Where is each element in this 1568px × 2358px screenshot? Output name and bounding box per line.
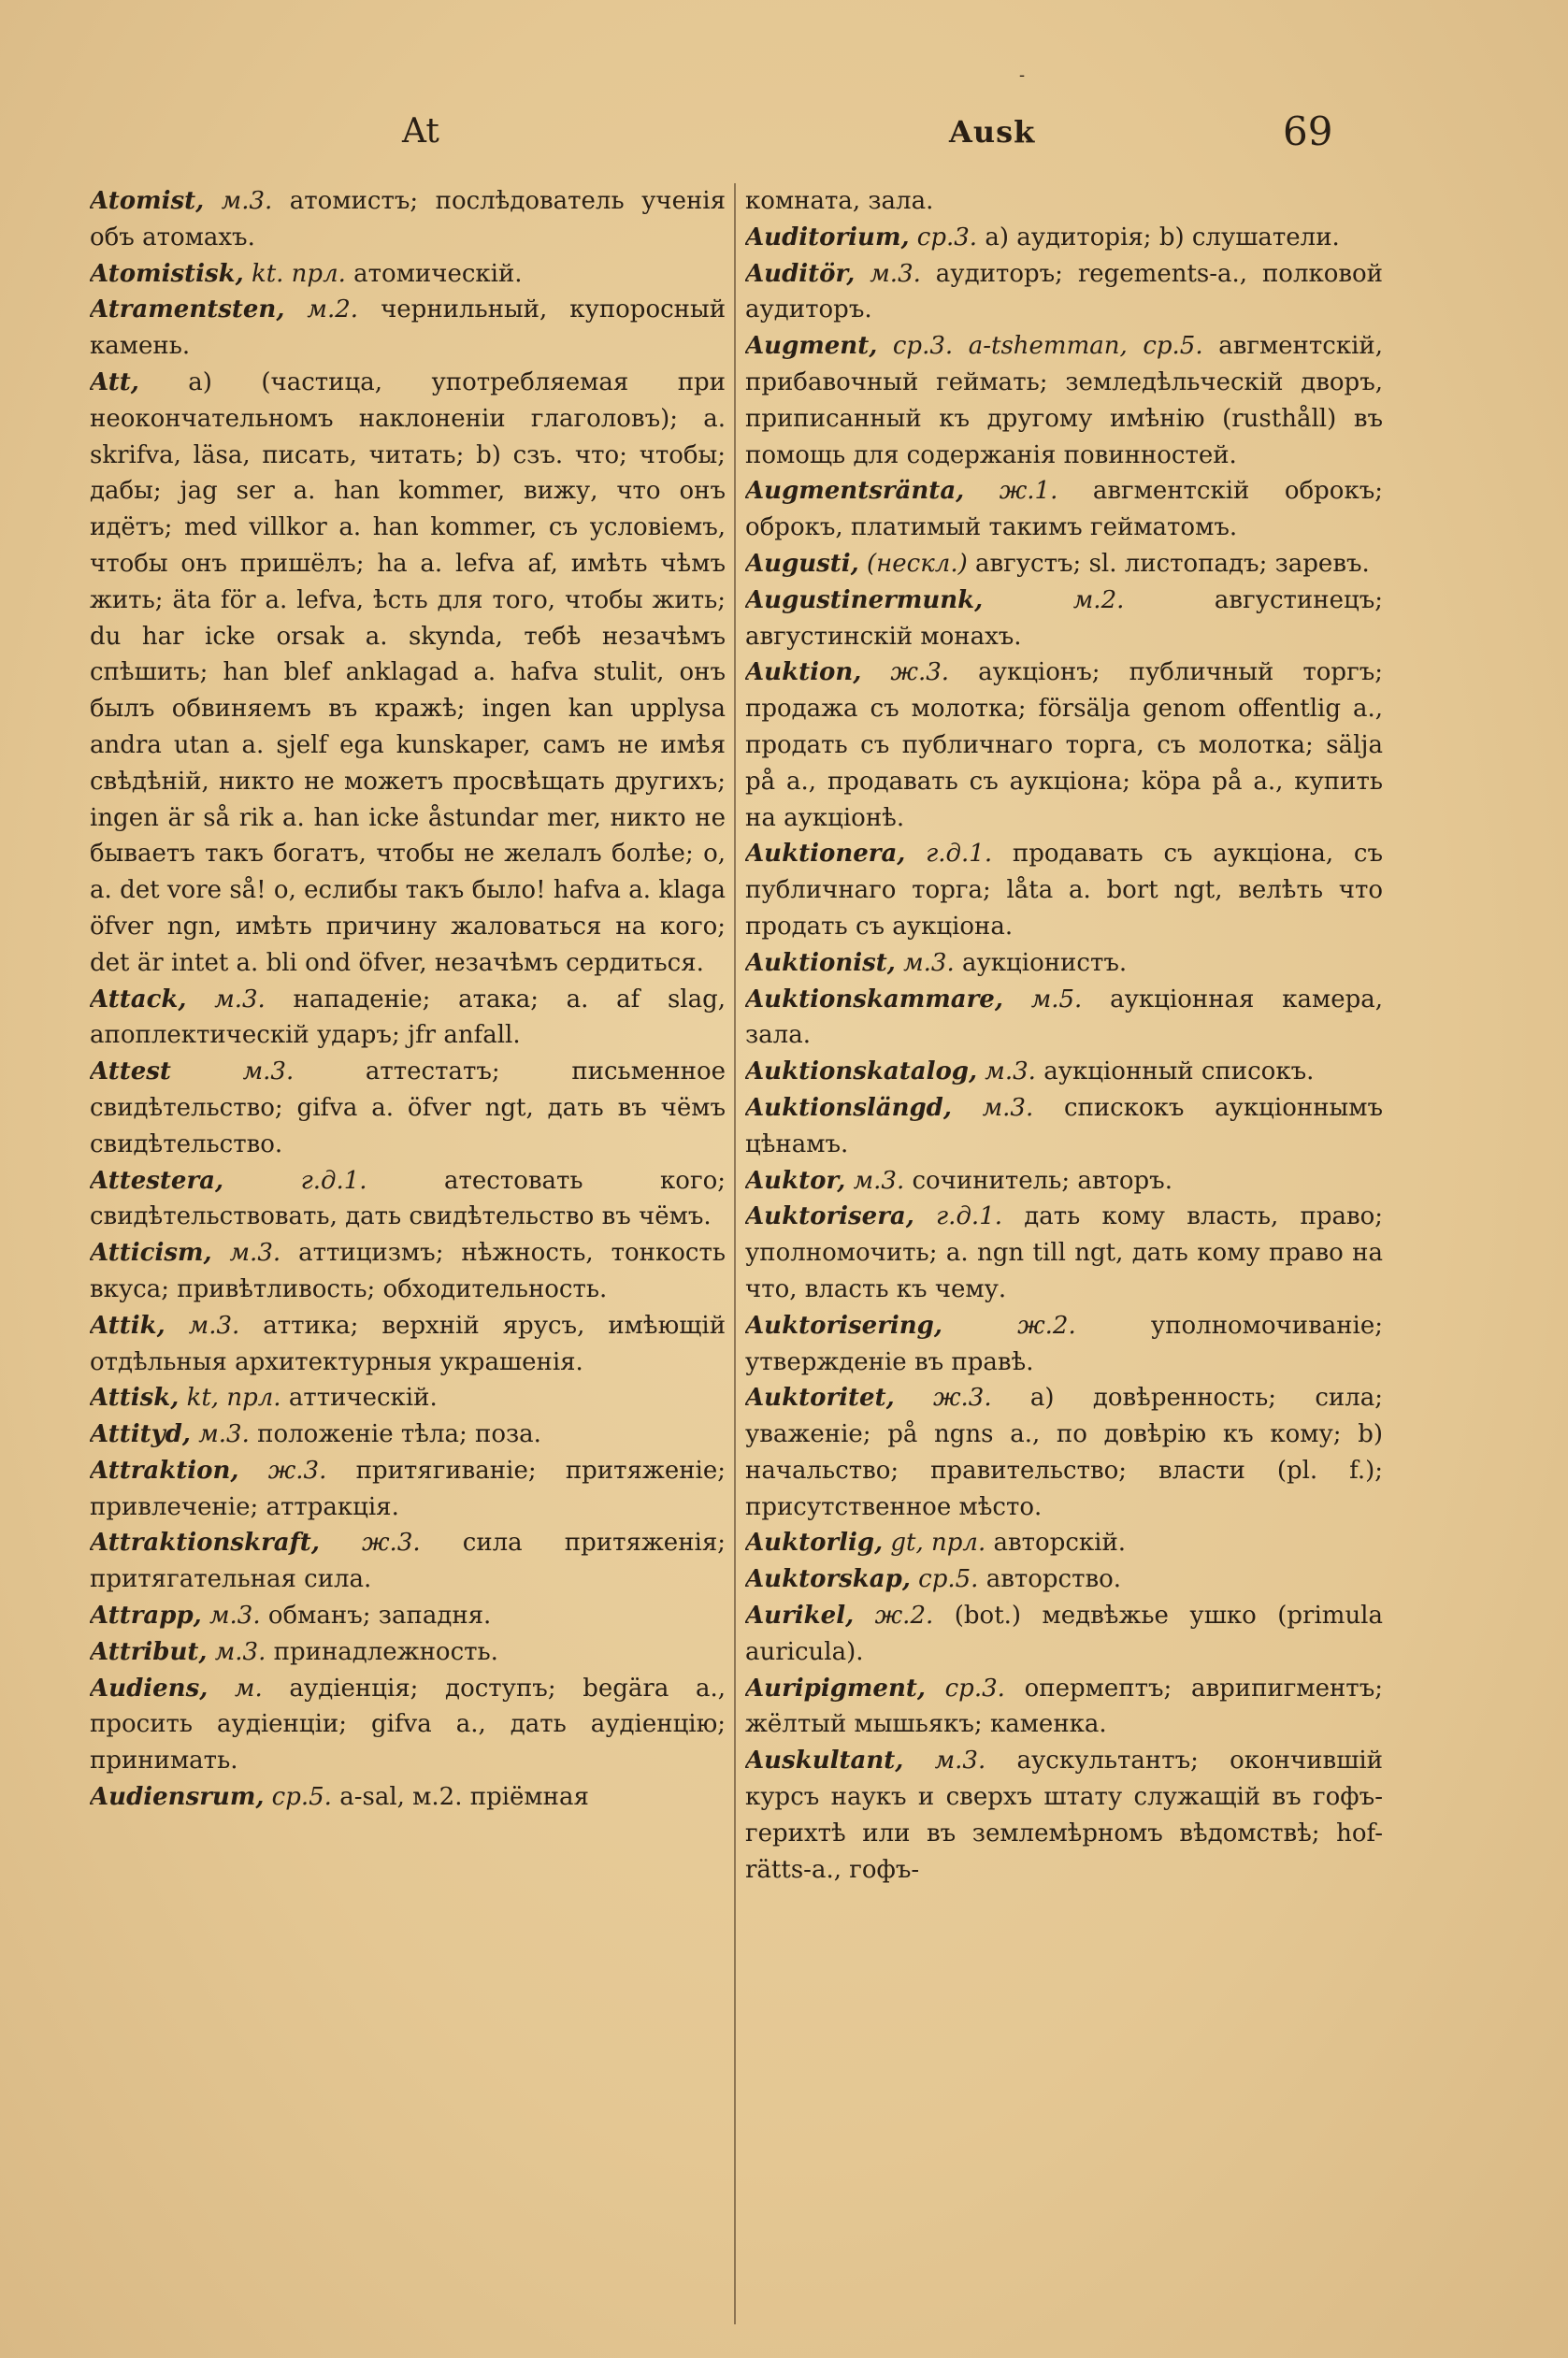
entry-translation: a) аудиторія; b) слушатели. xyxy=(985,223,1340,252)
dictionary-entry xyxy=(745,473,1383,546)
entry-translation: спискокъ аукціоннымъ цѣнамъ. xyxy=(745,1093,1383,1158)
entry-headword: Auktion, xyxy=(745,658,862,687)
entry-translation: a-sal, м.2. пріёмная xyxy=(339,1783,589,1812)
entry-grammar-label: м.3. xyxy=(985,1057,1036,1086)
entry-translation: комната, зала. xyxy=(745,187,934,215)
entry-headword: Auktionskatalog, xyxy=(745,1057,978,1086)
entry-grammar-label: kt. прл. xyxy=(251,259,346,288)
entry-headword: Attest xyxy=(90,1057,171,1086)
entry-grammar-label: г.д.1. xyxy=(300,1166,367,1195)
entry-translation: аттестатъ; письменное свидѣтельство; gifva a. öfver ngt, дать въ чёмъ свидѣтельство. xyxy=(90,1057,726,1158)
entry-headword: Att, xyxy=(90,367,139,396)
dictionary-entry xyxy=(90,1235,726,1308)
entry-headword: Attityd, xyxy=(90,1420,191,1449)
dictionary-entry xyxy=(745,982,1383,1055)
entry-translation: притягиваніе; притяженіе; привлеченіе; аттракція. xyxy=(90,1456,726,1521)
entry-headword: Augmentsränta, xyxy=(745,477,965,506)
left-guide-word: At xyxy=(402,112,439,151)
dictionary-entry xyxy=(90,1380,726,1416)
entry-grammar-label: м.3. xyxy=(188,1311,240,1340)
entry-translation: сочинитель; авторъ. xyxy=(912,1166,1172,1195)
dictionary-entry xyxy=(745,1743,1383,1888)
entry-grammar-label: gt, прл. xyxy=(890,1529,986,1558)
page-number: 69 xyxy=(1283,108,1333,154)
dictionary-entry xyxy=(745,546,1383,582)
column-divider xyxy=(734,183,736,2324)
entry-grammar-label: ср.3. xyxy=(916,223,978,252)
entry-grammar-label: м.2. xyxy=(307,295,359,324)
entry-translation: положеніе тѣла; поза. xyxy=(257,1420,541,1449)
dictionary-entry xyxy=(745,1090,1383,1163)
entry-headword: Attack, xyxy=(90,985,187,1014)
dictionary-entry xyxy=(745,256,1383,329)
entry-grammar-label: м. xyxy=(234,1674,263,1703)
entry-headword: Auktorskap, xyxy=(745,1565,911,1594)
entry-translation: аускультантъ; окончившій курсъ наукъ и сверхъ штату служащій въ гофъ-герихтѣ или въ землемѣрномъ вѣдомствѣ; hof-rätts-a., гофъ- xyxy=(745,1747,1383,1884)
entry-headword: Atramentsten, xyxy=(90,295,285,324)
entry-grammar-label: ж.1. xyxy=(999,477,1058,506)
dictionary-entry xyxy=(90,256,726,293)
entry-translation: аукціонный списокъ. xyxy=(1043,1057,1315,1086)
entry-headword: Attraktionskraft, xyxy=(90,1529,320,1558)
entry-translation: сила притяженія; притягательная сила. xyxy=(90,1529,726,1594)
entry-headword: Augment, xyxy=(745,332,878,361)
entry-grammar-label: (нескл.) xyxy=(867,549,968,578)
entry-headword: Auktorisering, xyxy=(745,1311,942,1340)
entry-grammar-label: ж.2. xyxy=(1017,1311,1076,1340)
entry-grammar-label: ж.3. xyxy=(932,1384,992,1413)
dictionary-entry xyxy=(90,1779,726,1816)
entry-translation: августъ; sl. листопадъ; заревъ. xyxy=(975,549,1370,578)
entry-headword: Auditorium, xyxy=(745,223,910,252)
entry-headword: Atomistisk, xyxy=(90,259,244,288)
entry-headword: Audiens, xyxy=(90,1674,209,1703)
entry-headword: Attisk, xyxy=(90,1384,180,1413)
entry-grammar-label: м.3. xyxy=(214,985,266,1014)
entry-translation: (bot.) медвѣжье ушко (primula auricula). xyxy=(745,1602,1383,1666)
left-column xyxy=(90,183,726,2324)
entry-grammar-label: м.3. xyxy=(214,1637,266,1666)
entry-translation: аукціонистъ. xyxy=(961,948,1128,977)
entry-grammar-label: м.3. xyxy=(198,1420,250,1449)
dictionary-entry xyxy=(745,1561,1383,1598)
entry-grammar-label: ж.2. xyxy=(874,1602,934,1631)
entry-translation: аудіенція; доступъ; begära a., просить аудіенціи; gifva a., дать аудіенцію; принимать. xyxy=(90,1674,726,1776)
entry-translation: аттицизмъ; нѣжность, тонкость вкуса; привѣтливость; обходительность. xyxy=(90,1239,726,1303)
dictionary-entry xyxy=(90,1453,726,1526)
entry-headword: Aurikel, xyxy=(745,1602,855,1631)
entry-translation: атомическій. xyxy=(353,259,523,288)
dictionary-entry xyxy=(90,1671,726,1779)
entry-grammar-label: ж.3. xyxy=(890,658,950,687)
entry-translation: дать кому власть, право; уполномочить; a. ngn till ngt, дать кому право на что, власть къ чему. xyxy=(745,1202,1383,1303)
entry-headword: Attribut, xyxy=(90,1637,208,1666)
entry-translation: обманъ; западня. xyxy=(267,1602,492,1631)
entry-grammar-label: м.3. xyxy=(982,1093,1034,1122)
dictionary-entry xyxy=(745,1199,1383,1307)
entry-headword: Auktoritet, xyxy=(745,1384,895,1413)
dictionary-entry xyxy=(90,1163,726,1236)
entry-grammar-label: г.д.1. xyxy=(926,840,993,869)
entry-grammar-label: м.2. xyxy=(1072,585,1125,614)
entry-grammar-label: м.3. xyxy=(242,1057,295,1086)
entry-translation: принадлежность. xyxy=(273,1637,498,1666)
page-header xyxy=(0,101,1568,157)
dictionary-entry xyxy=(90,1054,726,1162)
dictionary-entry xyxy=(745,1054,1383,1090)
dictionary-entry xyxy=(745,1163,1383,1200)
entry-grammar-label: м.3. xyxy=(221,187,273,215)
entry-translation: авгментскій, прибавочный геймать; земледѣльческій дворъ, приписанный къ другому имѣнію (rusthåll) въ помощь для содержанія повинностей. xyxy=(745,332,1383,469)
entry-grammar-label: ж.3. xyxy=(267,1456,327,1485)
entry-translation: авгментскій оброкъ; оброкъ, платимый такимъ гейматомъ. xyxy=(745,477,1383,542)
dictionary-entry xyxy=(745,328,1383,473)
entry-translation: аудиторъ; regements-a., полковой аудиторъ. xyxy=(745,259,1383,324)
entry-translation: аттическій. xyxy=(288,1384,438,1413)
entry-grammar-label: kt, прл. xyxy=(186,1384,281,1413)
entry-headword: Auktionskammare, xyxy=(745,985,1003,1014)
dictionary-entry xyxy=(90,183,726,256)
dictionary-entry xyxy=(745,836,1383,944)
top-mark: - xyxy=(1019,65,1026,85)
entry-headword: Augustinermunk, xyxy=(745,585,984,614)
entry-grammar-label: м.5. xyxy=(1030,985,1083,1014)
right-guide-word: Ausk xyxy=(949,114,1036,150)
entry-headword: Attestera, xyxy=(90,1166,224,1195)
entry-headword: Auktor, xyxy=(745,1166,846,1195)
entry-grammar-label: м.3. xyxy=(903,948,955,977)
entry-translation: августинецъ; августинскій монахъ. xyxy=(745,585,1383,651)
entry-translation: аукціонная камера, зала. xyxy=(745,985,1383,1050)
dictionary-entry xyxy=(90,1634,726,1671)
entry-grammar-label: м.3. xyxy=(853,1166,905,1195)
dictionary-entry xyxy=(745,1598,1383,1671)
entry-translation: a) (частица, употребляемая при неокончательномъ наклоненіи глаголовъ); a. skrifva, läsa, писать, читать; b) сзъ. что; чтобы; дабы; jag ser a. han kommer, вижу, что онъ идётъ; med villkor a. han kommer, съ условіемъ, чтобы онъ пришёлъ; ha a. lefva af, имѣть чѣмъ жить; äta för a. lefva, ѣсть для того, чтобы жить; du har icke orsak a. skynda, тебѣ незачѣмъ спѣшить; han blef anklagad a. hafva stulit, онъ былъ обвиняемъ въ кражѣ; ingen kan upplysa andra utan a. sjelf ega kunskaper, самъ не имѣя свѣдѣній, никто не можетъ просвѣщать другихъ; ingen är så rik a. han icke åstundar mer, никто не бываетъ такъ богатъ, чтобы не желалъ болѣе; o, a. det vore så! о, еслибы такъ было! hafva a. klaga öfver ngn, имѣть причину жаловаться на кого; det är intet a. bli ond öfver, незачѣмъ сердиться. xyxy=(90,367,726,977)
entry-grammar-label: м.3. xyxy=(870,259,921,288)
entry-headword: Auktorisera, xyxy=(745,1202,914,1231)
entry-grammar-label: ср.3. xyxy=(944,1674,1005,1703)
dictionary-entry xyxy=(90,1416,726,1453)
entry-headword: Auditör, xyxy=(745,259,856,288)
entry-grammar-label: м.3. xyxy=(209,1602,261,1631)
dictionary-entry xyxy=(90,292,726,365)
entry-translation: авторство. xyxy=(985,1565,1122,1594)
entry-translation: чернильный, купоросный камень. xyxy=(90,295,726,361)
entry-grammar-label: ж.3. xyxy=(362,1529,421,1558)
entry-grammar-label: ср.5. xyxy=(918,1565,979,1594)
right-column xyxy=(745,183,1383,2324)
dictionary-entry xyxy=(745,1380,1383,1525)
dictionary-entry xyxy=(745,1525,1383,1561)
dictionary-entry xyxy=(745,1308,1383,1381)
dictionary-entry xyxy=(745,183,1383,220)
entry-grammar-label: м.3. xyxy=(229,1239,281,1268)
entry-headword: Auktionslängd, xyxy=(745,1093,952,1122)
entry-translation: атестовать кого; свидѣтельствовать, дать свидѣтельство въ чёмъ. xyxy=(90,1166,726,1231)
entry-translation: уполномочиваніе; утвержденіе въ правѣ. xyxy=(745,1311,1383,1376)
entry-headword: Augusti, xyxy=(745,549,859,578)
dictionary-entry xyxy=(90,982,726,1055)
entry-grammar-label: ср.5. xyxy=(271,1783,332,1812)
dictionary-entry xyxy=(90,1598,726,1634)
entry-translation: аукціонъ; публичный торгъ; продажа съ молотка; försälja genom offentlig a., продать съ публичнаго торга, съ молотка; sälja på a., продавать съ аукціона; köpa på a., купить на аукціонѣ. xyxy=(745,658,1383,832)
entry-headword: Attrapp, xyxy=(90,1602,202,1631)
dictionary-entry xyxy=(745,945,1383,982)
entry-headword: Auktionist, xyxy=(745,948,896,977)
entry-headword: Auktorlig, xyxy=(745,1529,884,1558)
entry-headword: Attraktion, xyxy=(90,1456,239,1485)
entry-translation: авторскій. xyxy=(993,1529,1127,1558)
entry-grammar-label: г.д.1. xyxy=(936,1202,1003,1231)
dictionary-entry xyxy=(90,1525,726,1598)
entry-grammar-label: м.3. xyxy=(934,1747,986,1776)
dictionary-entry xyxy=(90,1308,726,1381)
entry-translation: a) довѣренность; сила; уваженіе; på ngns a., по довѣрію къ кому; b) начальство; правительство; власти (pl. f.); присутственное мѣсто. xyxy=(745,1384,1383,1521)
dictionary-entry xyxy=(745,582,1383,655)
dictionary-entry xyxy=(745,220,1383,256)
dictionary-entry xyxy=(745,654,1383,836)
entry-translation: нападеніе; атака; a. af slag, апоплектическій ударъ; jfr anfall. xyxy=(90,985,726,1050)
entry-headword: Atticism, xyxy=(90,1239,212,1268)
entry-translation: опермептъ; аврипигментъ; жёлтый мышьякъ; каменка. xyxy=(745,1674,1383,1739)
entry-headword: Auripigment, xyxy=(745,1674,926,1703)
entry-grammar-label: ср.3. a-tshemman, ср.5. xyxy=(892,332,1203,361)
entry-headword: Attik, xyxy=(90,1311,165,1340)
entry-translation: продавать съ аукціона, съ публичнаго торга; låta a. bort ngt, велѣть что продать съ аукціона. xyxy=(745,840,1383,941)
entry-translation: аттика; верхній ярусъ, имѣющій отдѣльныя архитектурныя украшенія. xyxy=(90,1311,726,1376)
entry-headword: Auskultant, xyxy=(745,1747,904,1776)
entry-translation: атомистъ; послѣдователь ученія объ атомахъ. xyxy=(90,187,726,252)
dictionary-entry xyxy=(745,1671,1383,1744)
entry-headword: Audiensrum, xyxy=(90,1783,265,1812)
entry-headword: Atomist, xyxy=(90,187,205,215)
dictionary-entry xyxy=(90,365,726,982)
entry-headword: Auktionera, xyxy=(745,840,906,869)
